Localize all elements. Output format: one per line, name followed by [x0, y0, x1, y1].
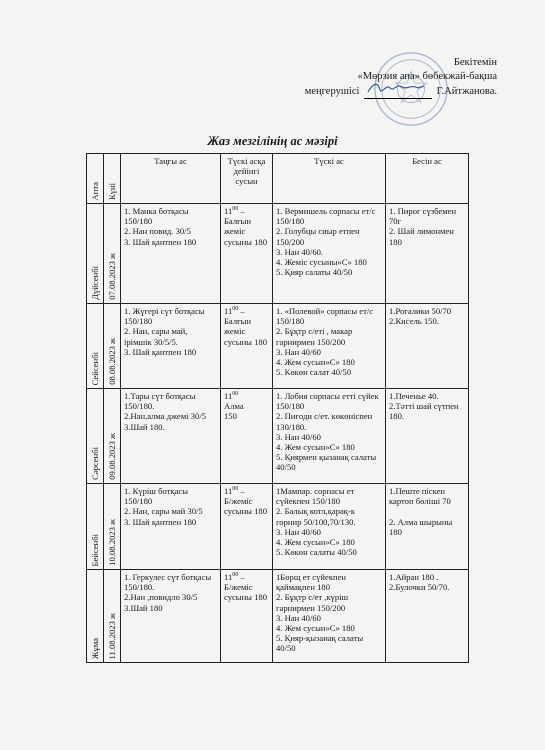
breakfast-cell — [121, 204, 221, 304]
drink-item: Алма — [224, 401, 244, 412]
menu-item: 2.Нан ,повидло 30/5 — [124, 592, 198, 603]
snack-cell — [386, 484, 469, 570]
menu-item: 4. Жем сусын»С» 180 — [276, 357, 355, 368]
menu-item: 3. Нан 40/60 — [276, 431, 321, 442]
menu-item: 1. Жүгері сүт ботқасы 150/180 — [124, 306, 205, 327]
menu-item: 4. Жеміс сусыны»С» 180 — [276, 257, 367, 268]
date-cell: 09.08.2023 ж — [104, 389, 121, 484]
pre-lunch-cell — [221, 304, 273, 389]
snack-cell — [386, 304, 469, 389]
menu-item: 4. Жем сусын»С» 180 — [276, 537, 355, 548]
header-day: Күні — [104, 154, 121, 204]
lunch-cell — [273, 389, 386, 484]
menu-item: 1.Пеште піскен картоп бөліші 70 — [389, 486, 451, 507]
drink-time: $11^{00}$ – — [224, 486, 245, 496]
menu-item: 2.Кисель 150. — [389, 316, 439, 327]
header-breakfast: Таңғы ас — [121, 154, 221, 204]
menu-item: 2.Булочки 50/70. — [389, 582, 450, 593]
menu-item — [389, 506, 465, 516]
breakfast-cell — [121, 389, 221, 484]
menu-item: 1. Пирог сүзбемен 70г — [389, 206, 457, 227]
table-header-row — [87, 154, 469, 204]
drink-item: 150 — [224, 411, 237, 422]
menu-item: 1Борщ ет сүйекпен қаймақпен 180 — [276, 572, 347, 593]
drink-time: $11^{00}$ – — [224, 206, 245, 216]
weekday-cell: Жұма — [87, 570, 104, 663]
menu-item: 1.Айран 180 . — [389, 572, 439, 582]
snack-cell — [386, 389, 469, 484]
menu-item: 2. Шай лимонмен 180 — [389, 226, 454, 247]
weekday-cell: Бейсенбі — [87, 484, 104, 570]
menu-item: 3. Нан 40/60. — [276, 246, 324, 257]
date-cell: 08.08.2023 ж — [104, 304, 121, 389]
snack-cell — [386, 204, 469, 304]
table-row — [87, 304, 469, 389]
header-pre-lunch: Түскі асқа дейінгі сусын — [221, 154, 273, 204]
weekday-cell: Сейсенбі — [87, 304, 104, 389]
menu-item: 3.Шай 180. — [124, 421, 165, 432]
drink-item: Балғын жеміс сусыны 180 — [224, 216, 267, 247]
menu-item: 1.Тары сүт ботқасы 150/180. — [124, 391, 196, 412]
header-snack: Бесін ас — [386, 154, 469, 204]
menu-item: 3. Шай қантпен 180 — [124, 516, 197, 527]
menu-item: 5. Көкөн салат 40/50 — [276, 367, 352, 378]
menu-item: 2.Нан,алма джемі 30/5 — [124, 411, 206, 422]
menu-item: 1.Рогалики 50/70 — [389, 306, 452, 316]
menu-item: 1. «Полевой» сорпасы ет/с 150/180 — [276, 306, 374, 327]
approval-block — [237, 56, 497, 99]
approval-head-name: Г.Айтжанова. — [436, 85, 497, 97]
date-cell: 11.08.2023 ж — [104, 570, 121, 663]
header-lunch: Түскі ас — [273, 154, 386, 204]
approval-line-3 — [237, 84, 497, 99]
snack-cell — [386, 570, 469, 663]
drink-item: Б/жеміс сусыны 180 — [224, 582, 267, 603]
page-title: Жаз мезгілінің ас мәзірі — [207, 134, 338, 148]
approval-line-1: Бекітемін — [453, 57, 497, 68]
signature — [364, 84, 432, 99]
lunch-cell — [273, 204, 386, 304]
menu-item: 2. Алма шырыны 180 — [389, 516, 453, 537]
breakfast-cell — [121, 484, 221, 570]
menu-item: 2. Бұқтр с/ет ,күріш гарнирмен 150/200 — [276, 592, 349, 613]
date-cell: 07.08.2023 ж — [104, 204, 121, 304]
breakfast-cell — [121, 570, 221, 663]
pre-lunch-cell — [221, 389, 273, 484]
drink-time: $11^{00}$ – — [224, 572, 245, 582]
table-row — [87, 389, 469, 484]
menu-item: 3. Нан 40/60 — [276, 526, 321, 537]
pre-lunch-cell — [221, 484, 273, 570]
approval-head-title: меңгерушісі — [304, 85, 360, 97]
menu-item: 2. Балық котл,қарақ-к горнир 50/100,70/130. — [276, 506, 356, 527]
menu-item: 3. Нан 40/60 — [276, 612, 321, 623]
menu-item: 2. Нан повид. 30/5 — [124, 226, 191, 237]
menu-item: 1. Геркулес сүт ботқасы 150/180. — [124, 572, 212, 593]
menu-item: 2. Голубцы сиыр етпен 150/200 — [276, 226, 360, 247]
menu-item: 5. Көкөн салаты 40/50 — [276, 547, 357, 558]
menu-item: 4. Жем сусын»С» 180 — [276, 442, 355, 453]
menu-item: 1. Вермишель сорпасы ет/с 150/180 — [276, 206, 376, 227]
menu-item: 1. Лобия сорпасы етті сүйек 150/180 — [276, 391, 379, 412]
header-week: Апта — [87, 154, 104, 204]
menu-item: 5. Қияр салаты 40/50 — [276, 267, 353, 278]
lunch-cell — [273, 304, 386, 389]
weekday-cell: Сәрсенбі — [87, 389, 104, 484]
menu-item: 1Мампар. сорпасы ет сүйекпен 150/180 — [276, 486, 355, 507]
table-row — [87, 484, 469, 570]
drink-item: Балғын жеміс сусыны 180 — [224, 316, 267, 347]
table-row — [87, 204, 469, 304]
menu-item: 3. Нан 40/60 — [276, 346, 321, 357]
menu-item: 4. Жем сусын»С» 180 — [276, 623, 355, 634]
menu-item: 1. Күріш ботқасы 150/180 — [124, 486, 188, 507]
approval-line-2: «Мөрзия апа» бөбекжай-бақша — [357, 71, 497, 82]
menu-item: 3. Шай қантпен 180 — [124, 236, 197, 247]
menu-item: 1. Манка ботқасы 150/180 — [124, 206, 189, 227]
menu-item: 5. Қияр-қызанақ салаты 40/50 — [276, 633, 364, 654]
pre-lunch-cell — [221, 204, 273, 304]
table-row — [87, 570, 469, 663]
menu-item: 2. Нан, сары май 30/5 — [124, 506, 203, 517]
menu-item: 3.Шай 180 — [124, 602, 163, 613]
drink-time: $11^{00}$ — [224, 391, 239, 401]
menu-table — [86, 153, 469, 663]
menu-item: 2.Тәтті шай сүтпен 180. — [389, 401, 459, 422]
date-cell: 10.08.2023 ж — [104, 484, 121, 570]
menu-item: 3. Шай қантпен 180 — [124, 346, 197, 357]
menu-item: 2. Бұқтр с/еті , макар гарнирмен 150/200 — [276, 326, 353, 347]
menu-item: 5. Қиярмен қызанақ салаты 40/50 — [276, 452, 377, 473]
drink-time: $11^{00}$ – — [224, 306, 245, 316]
weekday-cell: Дүйсенбі — [87, 204, 104, 304]
breakfast-cell — [121, 304, 221, 389]
menu-item: 2. Нан, сары май, ірімшік 30/5/5. — [124, 326, 188, 347]
pre-lunch-cell — [221, 570, 273, 663]
lunch-cell — [273, 484, 386, 570]
menu-item: 2. Пиғоди с/ет. көкөніспен 130/180. — [276, 411, 373, 432]
menu-item: 1.Печенье 40. — [389, 391, 439, 401]
lunch-cell — [273, 570, 386, 663]
drink-item: Б/жеміс сусыны 180 — [224, 496, 267, 517]
